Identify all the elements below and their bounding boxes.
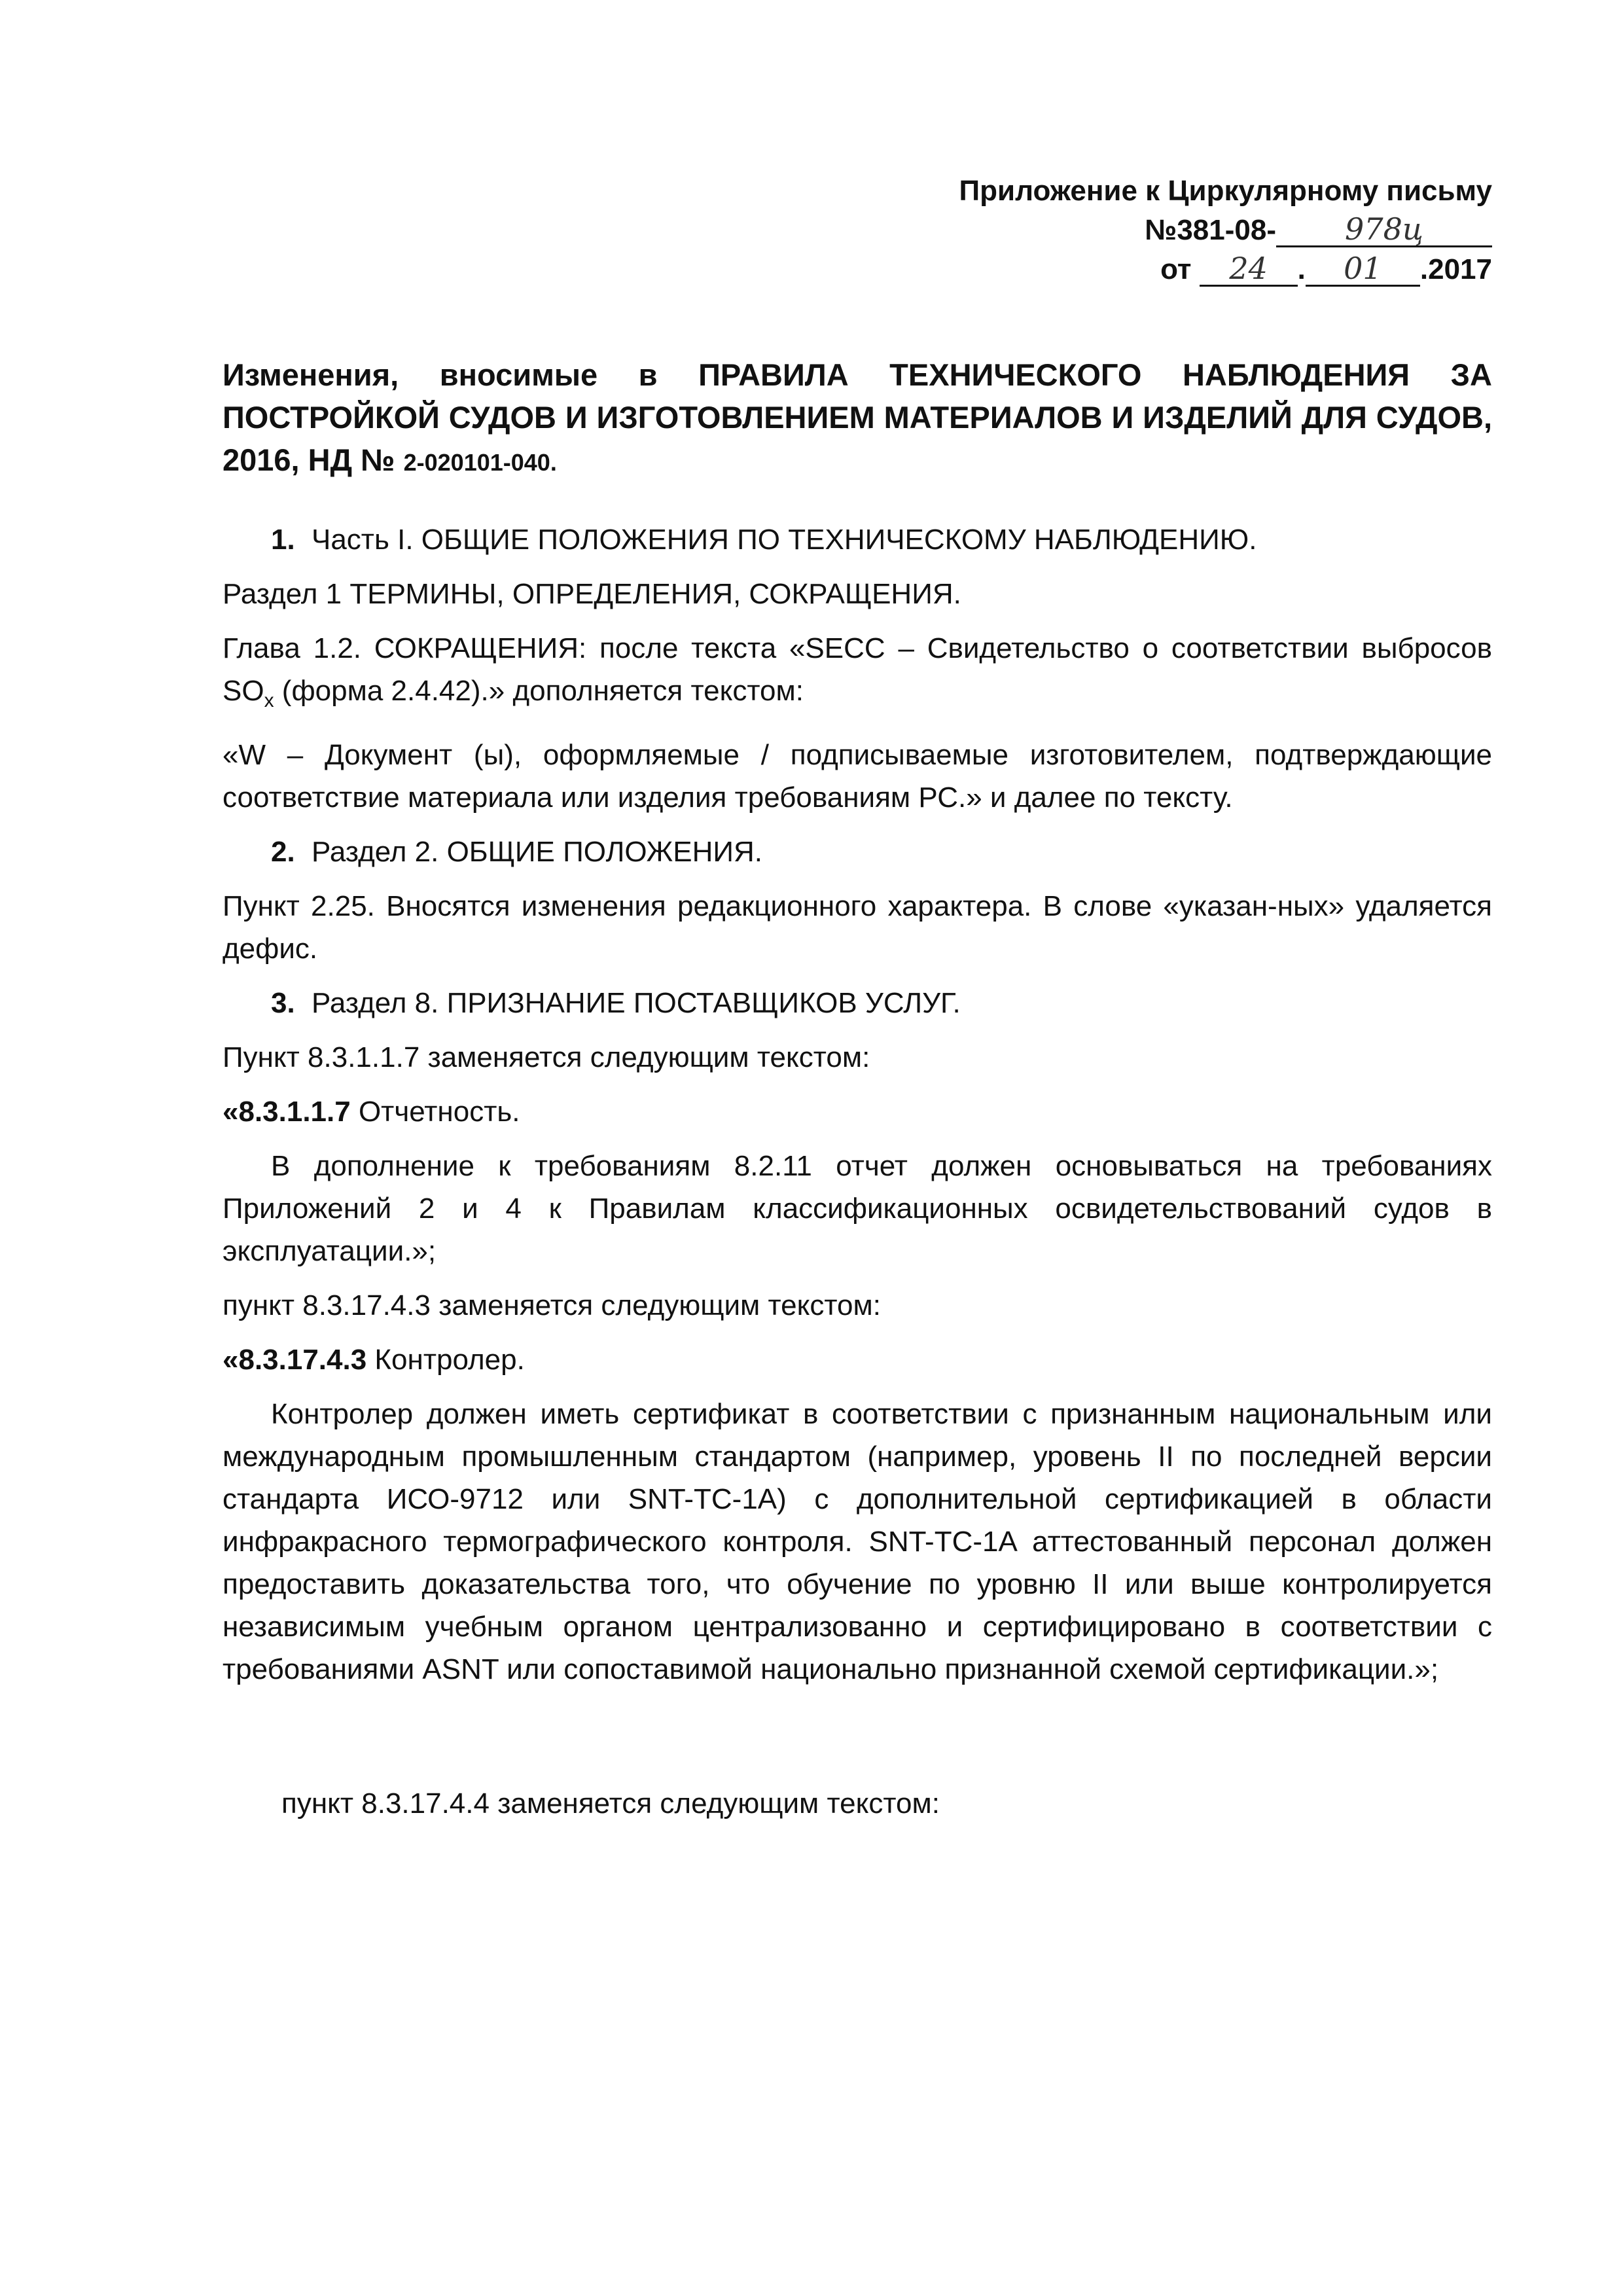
item-2-text: Раздел 2. ОБЩИЕ ПОЛОЖЕНИЯ. xyxy=(312,835,762,868)
handwritten-day: 24 xyxy=(1200,252,1298,287)
clause-8-3-17-4-3-heading xyxy=(223,1338,1492,1381)
item-1-heading xyxy=(223,518,1492,561)
item-2-number: 2. xyxy=(271,835,295,868)
clause-8-3-17-4-3-intro: пункт 8.3.17.4.3 заменяется следующим текстом: xyxy=(223,1289,881,1321)
clause-8-3-1-1-7-heading xyxy=(223,1090,1492,1133)
clause-8-3-17-4-3-body: Контролер должен иметь сертификат в соответствии с признанным национальным или международным промышленным стандартом (например, уровень II по последней версии стандарта ИСО-9712 или SNT-TC-1A) с дополнительной сертификацией в области инфракрасного термографического контроля. SNT-TC-1A аттестованный персонал должен предоставить доказательства того, что обучение по уровню II или выше контролируется независимым учебным органом централизованно и сертифицировано в соответствии с требованиями ASNT или сопоставимой национально признанной схемой сертификации.»; xyxy=(223,1397,1492,1685)
item-3-text: Раздел 8. ПРИЗНАНИЕ ПОСТАВЩИКОВ УСЛУГ. xyxy=(312,986,961,1019)
section-1-heading: Раздел 1 ТЕРМИНЫ, ОПРЕДЕЛЕНИЯ, СОКРАЩЕНИЯ. xyxy=(223,578,961,610)
date-separator: . xyxy=(1297,253,1306,285)
document-title xyxy=(223,353,1492,484)
letter-date xyxy=(851,250,1492,289)
clause-8-3-1-1-7-intro: Пункт 8.3.1.1.7 заменяется следующим текстом: xyxy=(223,1041,870,1073)
nd-code: 2-020101-040. xyxy=(403,449,557,476)
w-definition-quote: «W – Документ (ы), оформляемые / подписываемые изготовителем, подтверждающие соответствие материала или изделия требованиям РС.» и далее по тексту. xyxy=(223,738,1492,814)
chapter-subscript: x xyxy=(264,689,274,711)
letter-number-prefix: №381-08- xyxy=(1145,214,1276,246)
clause-8-3-17-4-3-number: «8.3.17.4.3 xyxy=(223,1343,367,1376)
clause-8-3-17-4-3-title: Контролер. xyxy=(366,1343,525,1376)
item-2-paragraph: Пункт 2.25. Вносятся изменения редакционного характера. В слове «указан-ных» удаляется дефис. xyxy=(223,889,1492,965)
clause-8-3-1-1-7-number: «8.3.1.1.7 xyxy=(223,1095,351,1128)
item-1-text: Часть I. ОБЩИЕ ПОЛОЖЕНИЯ ПО ТЕХНИЧЕСКОМУ НАБЛЮДЕНИЮ. xyxy=(312,524,1257,556)
clause-8-3-1-1-7-title: Отчетность. xyxy=(350,1095,520,1128)
clause-8-3-1-1-7-body: В дополнение к требованиям 8.2.11 отчет должен основываться на требованиях Приложений 2 и 4 к Правилам классификационных освидетельствований судов в эксплуатации.»; xyxy=(223,1149,1492,1267)
date-prefix: от xyxy=(1160,253,1192,285)
chapter-text-before: Глава 1.2. СОКРАЩЕНИЯ: после текста «SECC – Свидетельство о соответствии выбросов SO xyxy=(223,632,1492,707)
letter-number xyxy=(851,211,1492,250)
attachment-header xyxy=(851,171,1492,289)
item-2-heading xyxy=(223,831,1492,873)
chapter-1-2-paragraph xyxy=(223,627,1492,722)
document-body xyxy=(223,518,1492,1837)
handwritten-month: 01 xyxy=(1306,252,1420,287)
document-title-text: Изменения, вносимые в ПРАВИЛА ТЕХНИЧЕСКОГО НАБЛЮДЕНИЯ ЗА ПОСТРОЙКОЙ СУДОВ И ИЗГОТОВЛЕНИЕМ МАТЕРИАЛОВ И ИЗДЕЛИЙ ДЛЯ СУДОВ, 2016, НД № xyxy=(223,357,1492,477)
attachment-label: Приложение к Циркулярному письму xyxy=(959,175,1492,207)
chapter-text-after: (форма 2.4.42).» дополняется текстом: xyxy=(274,675,804,707)
handwritten-number: 978ц xyxy=(1276,213,1492,247)
item-1-number: 1. xyxy=(271,524,295,556)
date-year: .2017 xyxy=(1419,253,1492,285)
clause-8-3-17-4-4-intro: пункт 8.3.17.4.4 заменяется следующим текстом: xyxy=(281,1787,940,1820)
item-3-number: 3. xyxy=(271,986,295,1019)
item-3-heading xyxy=(223,982,1492,1024)
